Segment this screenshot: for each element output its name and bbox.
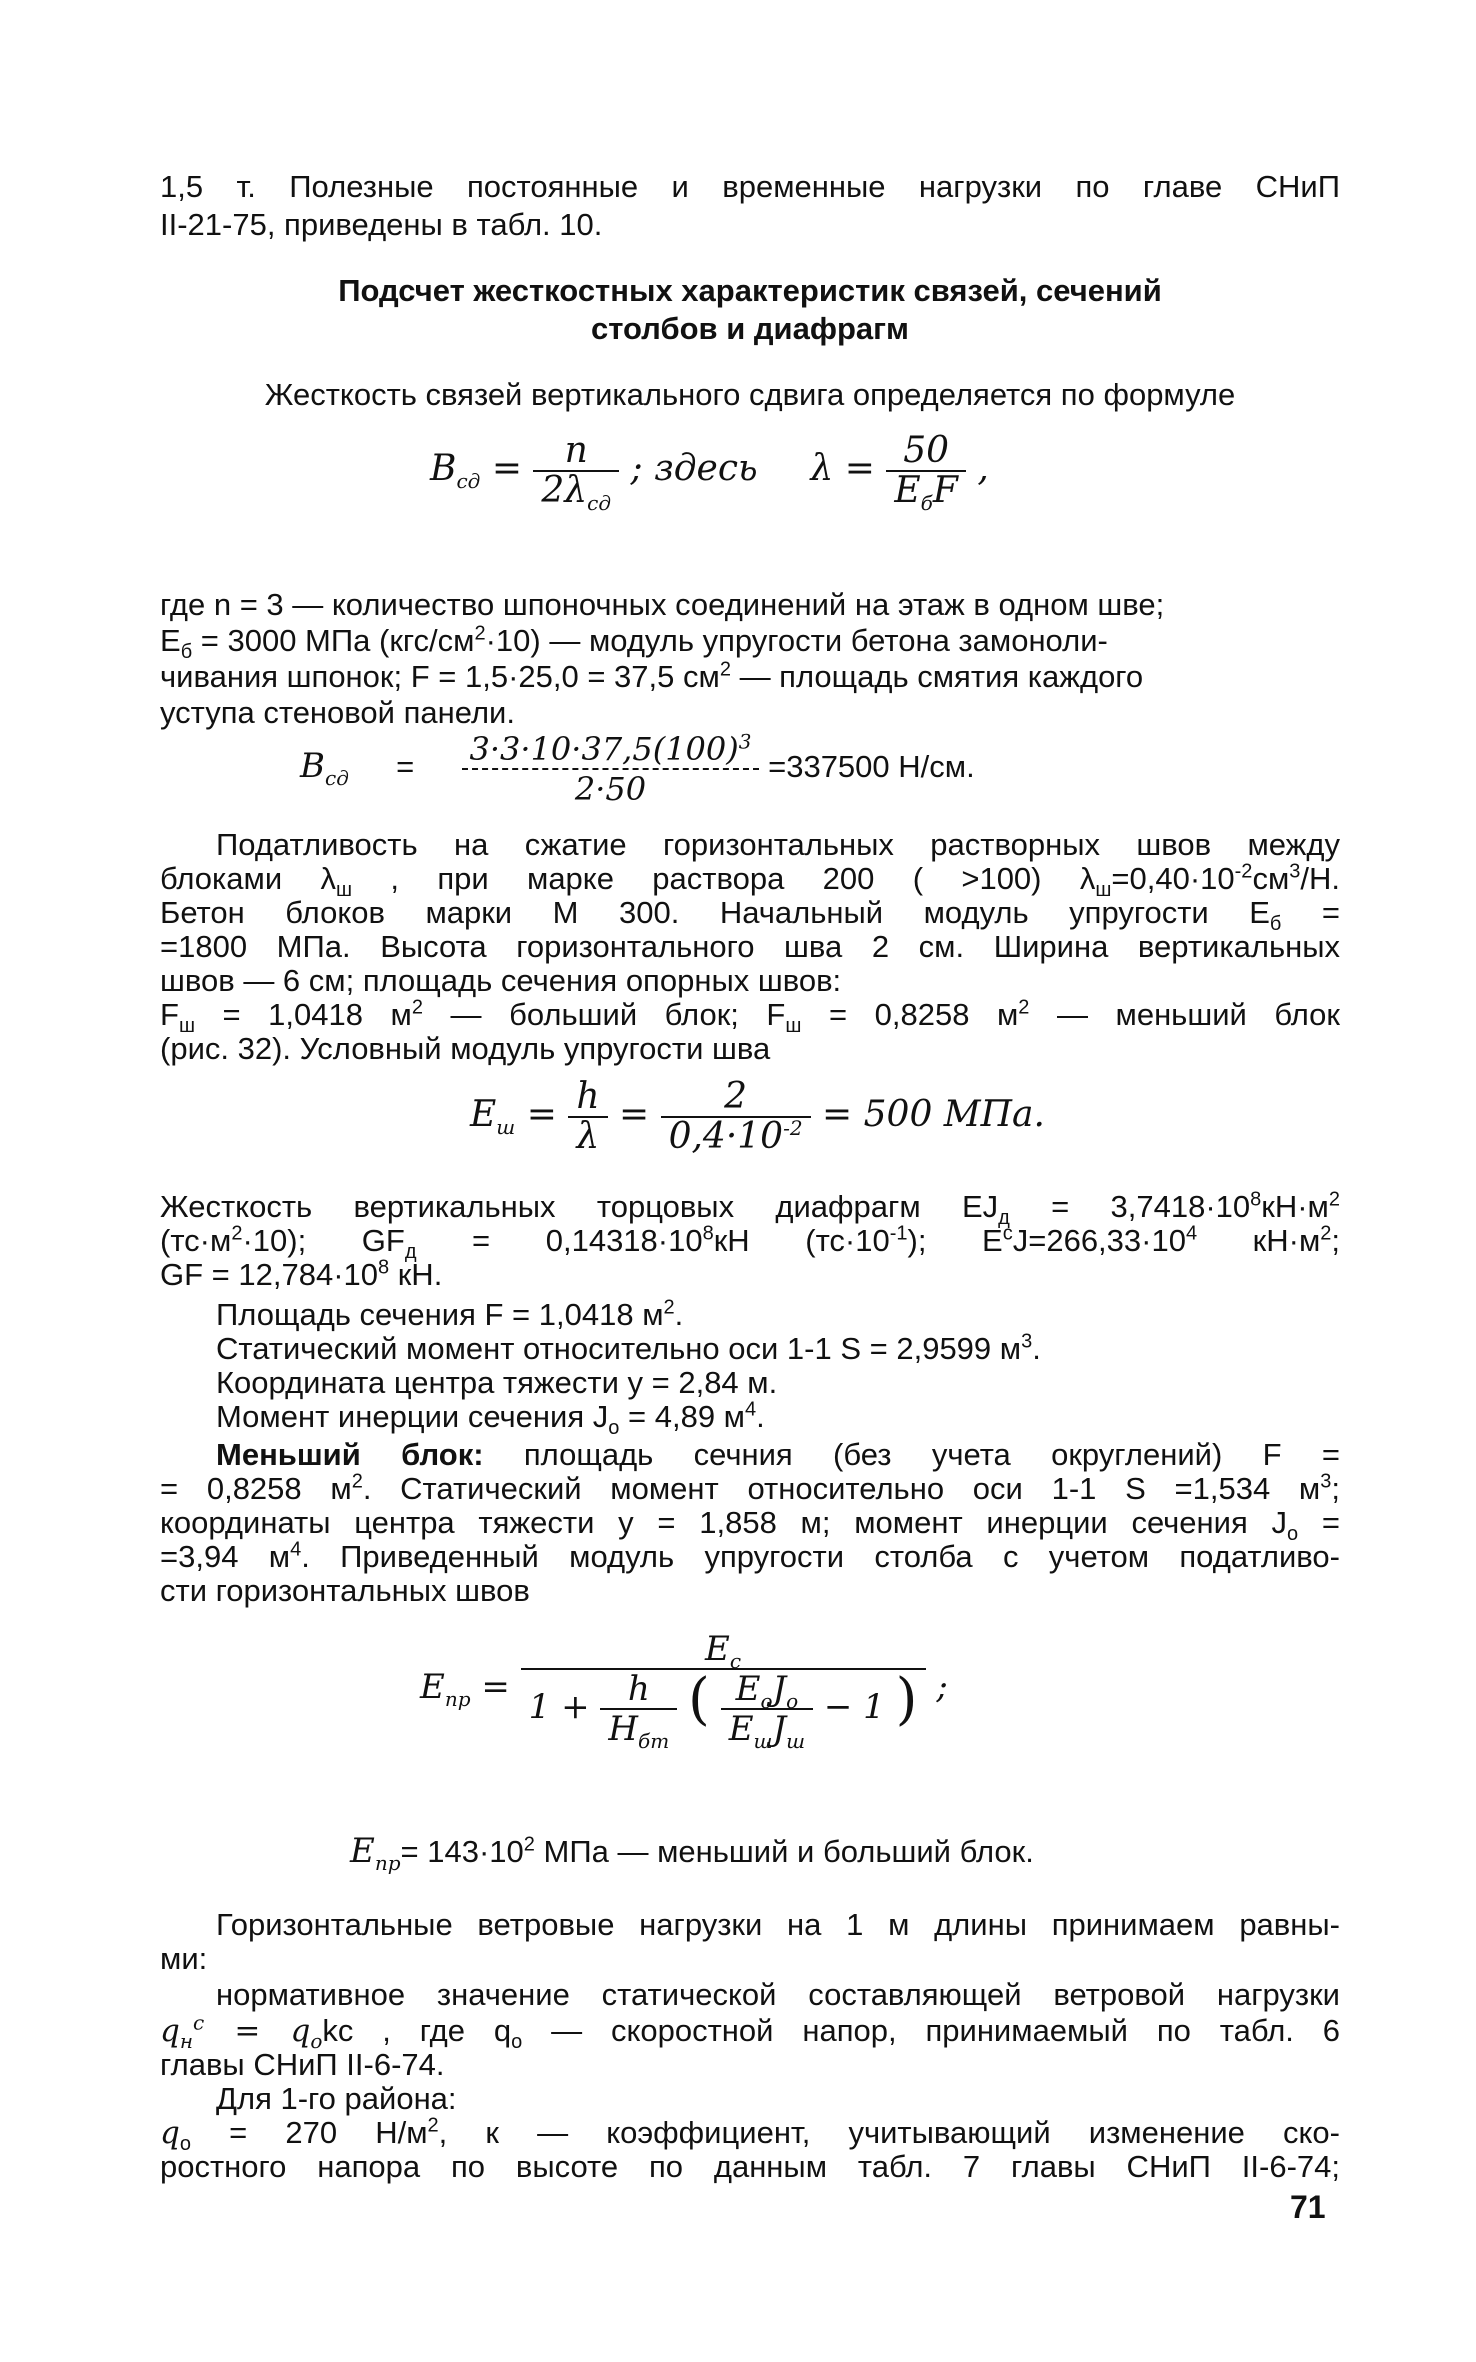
formula-esh: $E_ш$ = $\frac{h}{\lambda}$ = $\frac{2}{0,4\cdot 10^{-2}}$ = 500 МПа. [470,1076,1045,1157]
text-line: уступа стеновой панели. [160,695,515,730]
text-line: =3,94 $м^4$. Приведенный модуль упругости столба с учетом податливо- [160,1538,1340,1574]
text-line: Статический момент относительно оси 1-1 S = 2,9599 $м^3$. [216,1330,1041,1366]
text-line: координаты центра тяжести y = 1,858 м; момент инерции сечения $J_о$ = [160,1505,1341,1546]
formula-epr-value: $E_{пр}= 143\cdot 10^2$ МПа — меньший и больший блок. [350,1831,1034,1875]
text-line: $q_н^с = q_оkc$ , где $q_о$ — скоростной напор, принимаемый по табл. 6 [160,2010,1341,2054]
text-line: где n = 3 — количество шпоночных соединений на этаж в одном шве; [160,587,1165,622]
formula-epr: $E_{пр}$ = $E_с$ 1 + $\frac{h}{H_{бт}}$ ( $\frac{E_оJ_о}{E_шJ_ш}$ − 1 ) ; [420,1629,948,1753]
text-line: Момент инерции сечения $J_о = 4,89$ $м^4$. [216,1398,765,1440]
formula-bsd-value: $B_{сд}$ = $\frac{3\cdot 3\cdot 10\cdot 37,5(100)^3}{2\cdot 50}$ =337500 Н/см. [300,729,975,808]
intro-text: Жесткость связей вертикального сдвига определяется по формуле [264,377,1236,412]
text-line: главы СНиП II-6-74. [160,2047,445,2082]
text-line: GF = $12,784\cdot 10^8$ кН. [160,1256,443,1292]
section-heading-line2: столбов и диафрагм [590,311,909,346]
text-line: 1,5 т. Полезные постоянные и временные нагрузки по главе СНиП [160,169,1340,204]
text-line: ми: [160,1941,208,1976]
text-line: блоками $\lambda_ш$ , при марке раствора 200 ( >100) $\lambda_ш=0,40\cdot 10^{-2}см^3/Н$. [160,860,1340,902]
text-line: сти горизонтальных швов [160,1573,530,1608]
text-line: нормативное значение статической составляющей ветровой нагрузки [216,1977,1340,2012]
text-line: Горизонтальные ветровые нагрузки на 1 м длины принимаем равны- [216,1907,1340,1942]
formula-bsd: $B_{сд}$ = $\frac{n}{2\lambda_{сд}}$ ; здесь λ = $\frac{50}{E_бF}$ , [430,430,989,516]
text-line: Податливость на сжатие горизонтальных растворных швов между [216,827,1340,862]
text-line: Бетон блоков марки М 300. Начальный модуль упругости $E_б$ = [160,895,1340,936]
text-line: Для 1-го района: [216,2081,457,2116]
page-number: 71 [1290,2189,1326,2225]
text-line: $q_о = 270$ $Н/м^2$, к — коэффициент, учитывающий изменение ско- [160,2114,1340,2156]
text-line: $F_ш = 1,0418$ $м^2$ — больший блок; $F_ш = 0,8258$ $м^2$ — меньший блок [160,996,1340,1038]
text-line: Меньший блок: площадь сечния (без учета округлений) F = [216,1437,1340,1472]
text-line: чивания шпонок; F = 1,5·25,0 = 37,5 $см^2$ — площадь смятия каждого [160,658,1144,694]
text-line: = 0,8258 $м^2$. Статический момент относительно оси 1-1 S =1,534 $м^3$; [160,1470,1340,1506]
text-line: швов — 6 см; площадь сечения опорных швов: [160,963,842,998]
text-line: =1800 МПа. Высота горизонтального шва 2 см. Ширина вертикальных [160,929,1340,964]
text-line: (рис. 32). Условный модуль упругости шва [160,1031,771,1066]
text-line: $(тс\cdot м^2\cdot 10)$; $GF_д = 0,14318\cdot 10^8кН$ $(тс\cdot 10^{-1})$; $E^сJ=266,33\cdot 10^4$ $кН\cdot м^2$; [160,1222,1341,1264]
text-line: Жесткость вертикальных торцовых диафрагм $EJ_д = 3,7418\cdot 10^8кН\cdot м^2$ [160,1188,1340,1230]
text-line: II-21-75, приведены в табл. 10. [160,207,603,242]
text-line: Площадь сечения F = 1,0418 $м^2$. [216,1296,684,1332]
text-line: Координата центра тяжести y = 2,84 м. [216,1365,778,1400]
text-line: ростного напора по высоте по данным табл. 7 главы СНиП II-6-74; [160,2149,1340,2184]
section-heading-line1: Подсчет жесткостных характеристик связей, сечений [338,273,1162,308]
text-line: $E_б = 3000$ МПа $(кгс/см^2\cdot 10)$ — модуль упругости бетона замоноли- [160,622,1108,664]
